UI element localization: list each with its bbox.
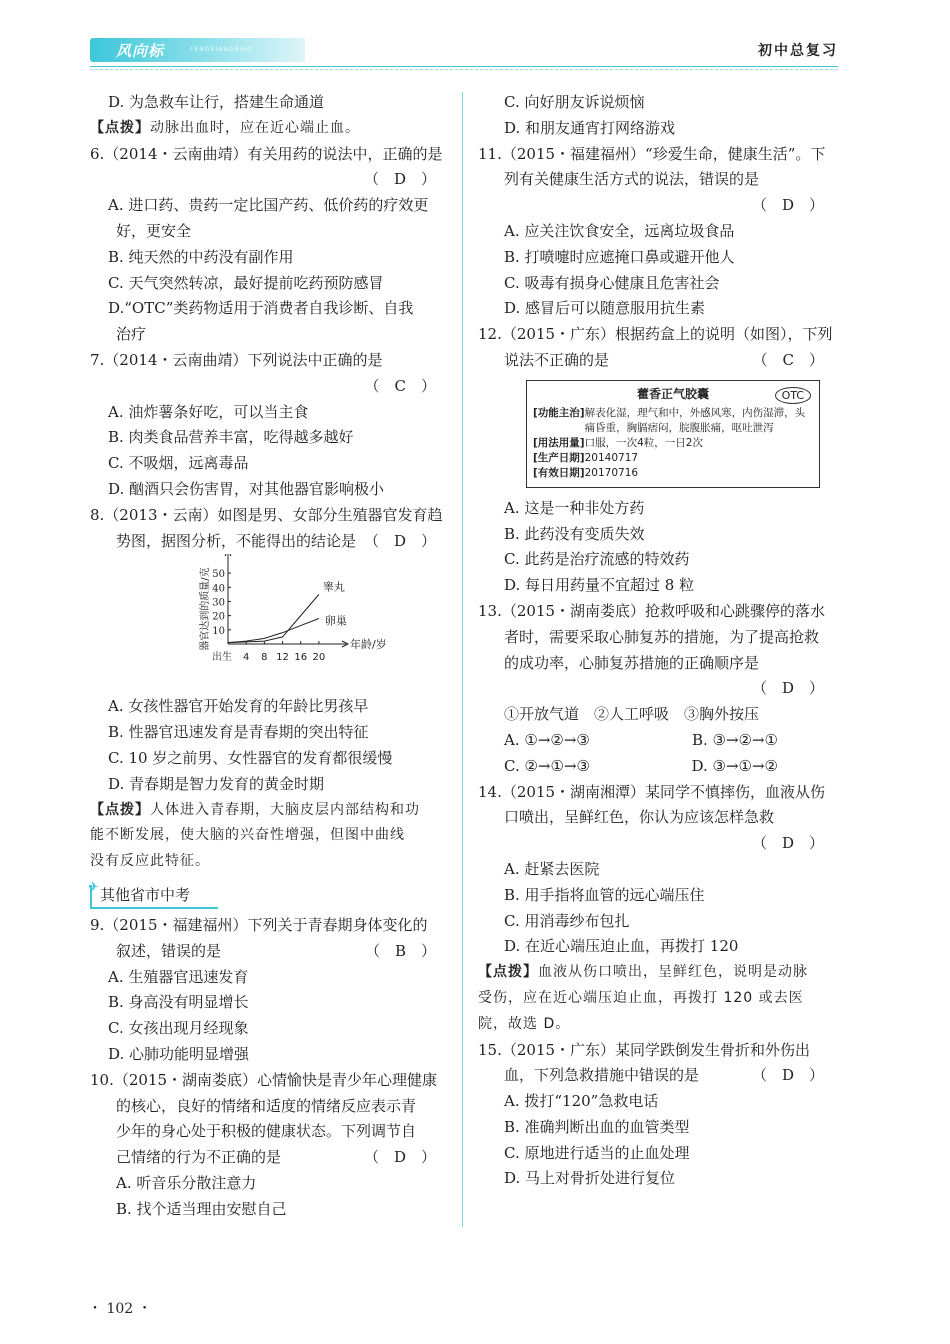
answer: （ D ） (363, 170, 436, 189)
option-text: B. ③→②→① (691, 730, 778, 749)
tip-text: 动脉出血时，应在近心端止血。 (150, 119, 360, 136)
option-row (478, 754, 778, 780)
y-tick-label: 50 (212, 569, 225, 581)
drug-info-row (533, 406, 813, 436)
option-text: C. 女孩出现月经现象 (108, 1019, 249, 1038)
question-text: 势图，据图分析，不能得出的结论是 (116, 531, 357, 550)
question-text: 的成功率，心肺复苏措施的正确顺序是 (504, 653, 760, 672)
answer: （ D ） (751, 196, 824, 215)
page-number: ・ 102 ・ (88, 1301, 152, 1317)
option-text: B. 用手指将血管的远心端压住 (504, 885, 705, 904)
tip-text: 院，故选 D。 (478, 1015, 571, 1032)
answer: （ D ） (751, 679, 824, 698)
tip-text: 血液从伤口喷出，呈鲜红色，说明是动脉 (538, 964, 808, 981)
drug-label-box (526, 380, 820, 488)
right-column (478, 90, 838, 1192)
question-line (90, 939, 450, 965)
y-tick-label: 10 (212, 626, 225, 638)
option-text: D. 每日用药量不宜超过 8 粒 (504, 576, 695, 595)
option-text: 治疗 (116, 325, 147, 344)
tip-key: 【点拨】 (478, 964, 538, 981)
option-text: D. 心肺功能明显增强 (108, 1044, 250, 1063)
option-row (478, 728, 778, 754)
option-text: A. 听音乐分散注意力 (116, 1173, 257, 1192)
tip-text: 没有反应此特征。 (90, 853, 210, 870)
drug-info-value: 解表化湿，理气和中，外感风寒，内伤湿滞，头痛昏重，胸膈痞闷，脘腹胀痛，呕吐泄泻 (584, 406, 806, 434)
question-line (90, 1145, 450, 1171)
option-text: D. 感冒后可以随意服用抗生素 (504, 299, 706, 318)
option-text: C. 原地进行适当的止血处理 (504, 1143, 690, 1162)
option-text: A. 女孩性器官开始发育的年龄比男孩早 (108, 697, 369, 716)
section-heading (90, 881, 450, 909)
option-text: A. ①→②→③ (504, 730, 590, 749)
question-line (478, 1063, 838, 1089)
drug-info-row (533, 466, 813, 481)
question-text: 列有关健康生活方式的说法，错误的是 (504, 170, 760, 189)
drug-info-value: 20140717 (584, 451, 639, 464)
x-tick-label: 16 (294, 652, 308, 664)
question-15: 15.（2015・广东）某同学跌倒发生骨折和外伤出 (478, 1040, 811, 1059)
option-text: D. 马上对骨折处进行复位 (504, 1169, 676, 1188)
tip-key: 【点拨】 (90, 119, 150, 136)
drug-info-row (533, 436, 813, 451)
option-text: A. 生殖器官迅速发育 (108, 967, 249, 986)
option-text: D. 青春期是智力发育的黄金时期 (108, 774, 325, 793)
question-text: 者时，需要采取心肺复苏的措施，为了提高抢救 (504, 627, 820, 646)
answer: （ D ） (751, 1066, 824, 1085)
page-header (90, 38, 838, 64)
option-text: B. 准确判断出血的血管类型 (504, 1117, 690, 1136)
series-label: 睾丸 (322, 580, 345, 594)
tip (478, 960, 838, 986)
column-divider (462, 92, 463, 1227)
question-14: 14.（2015・湖南湘潭）某同学不慎摔伤，血液从伤 (478, 782, 826, 801)
growth-chart-svg (90, 554, 450, 694)
option-text: B. 性器官迅速发育是青春期的突出特征 (108, 723, 369, 742)
logo-text: 风向标 (116, 42, 165, 60)
bird-icon: ✈ (88, 879, 99, 895)
option-text: A. 油炸薯条好吃，可以当主食 (108, 402, 309, 421)
option-text: D. 在近心端压迫止血，再拨打 120 (504, 937, 739, 956)
question-12: 12.（2015・广东）根据药盒上的说明（如图），下列 (478, 325, 833, 344)
growth-chart (90, 554, 450, 694)
y-tick-label: 20 (212, 611, 225, 623)
x-tick-label: 20 (312, 652, 326, 664)
answer: （ D ） (363, 1148, 436, 1167)
left-column (90, 90, 450, 1222)
question-text: 口喷出，呈鲜红色，你认为应该怎样急救 (504, 808, 775, 827)
option-text: B. 肉类食品营养丰富，吃得越多越好 (108, 428, 354, 447)
option-text: D.“OTC”类药物适用于消费者自我诊断、自我 (108, 299, 414, 318)
brand-logo (90, 38, 305, 62)
x-tick-label: 出生 (212, 652, 232, 664)
option-text: C. 10 岁之前男、女性器官的发育都很缓慢 (108, 748, 393, 767)
question-10: 10.（2015・湖南娄底）心情愉快是青少年心理健康 (90, 1070, 438, 1089)
question-13: 13.（2015・湖南娄底）抢救呼吸和心跳骤停的落水 (478, 601, 826, 620)
otc-badge: OTC (775, 387, 811, 404)
option-text: A. 拨打“120”急救电话 (504, 1092, 659, 1111)
series-label: 卵巢 (324, 614, 347, 628)
header-title: 初中总复习 (758, 43, 838, 59)
question-11: 11.（2015・福建福州）“珍爱生命，健康生活”。下 (478, 144, 826, 163)
option-text: D. 酗酒只会伤害胃，对其他器官影响极小 (108, 479, 385, 498)
question-7: 7.（2014・云南曲靖）下列说法中正确的是 (90, 350, 383, 369)
x-tick-label: 8 (261, 652, 268, 664)
x-tick-label: 12 (276, 652, 289, 664)
question-text: 少年的身心处于积极的健康状态。下列调节自 (116, 1122, 417, 1141)
answer: （ D ） (751, 834, 824, 853)
drug-info-value: 口服，一次4粒，一日2次 (584, 436, 703, 449)
section-title: 其他省市中考 (100, 885, 191, 904)
tip (90, 798, 450, 824)
question-6: 6.（2014・云南曲靖）有关用药的说法中，正确的是 (90, 144, 443, 163)
logo-subtext: FENGXIANGBIAO (190, 46, 254, 53)
option-text: 好，更安全 (116, 221, 192, 240)
y-tick-label: 30 (212, 597, 225, 609)
question-line (478, 348, 838, 374)
answer: （ C ） (752, 350, 824, 369)
question-8: 8.（2013・云南）如图是男、女部分生殖器官发育趋 (90, 505, 443, 524)
tip-text: 能不断发展，使大脑的兴奋性增强，但图中曲线 (90, 827, 405, 844)
drug-info-row (533, 451, 813, 466)
option-text: C. ②→①→③ (504, 756, 590, 775)
drug-info-key: [有效日期] (533, 466, 585, 479)
y-axis-label: 器官达到的质量/克 (200, 567, 211, 652)
x-tick-label: 4 (242, 652, 250, 664)
option-text: C. 吸毒有损身心健康且危害社会 (504, 273, 720, 292)
option-text: A. 这是一种非处方药 (504, 498, 645, 517)
y-tick-label: 40 (212, 583, 225, 595)
tip (90, 116, 450, 142)
tip-key: 【点拨】 (90, 801, 150, 818)
question-text: 血，下列急救措施中错误的是 (504, 1066, 700, 1085)
x-axis-label: 年龄/岁 (350, 638, 387, 652)
option-text: C. 向好朋友诉说烦恼 (504, 93, 645, 111)
option-text: C. 用消毒纱布包扎 (504, 911, 630, 930)
answer: （ C ） (364, 376, 436, 395)
header-rule (90, 66, 838, 67)
question-text: 叙述，错误的是 (116, 941, 222, 960)
drug-info-key: [生产日期] (533, 451, 585, 464)
question-text: 己情绪的行为不正确的是 (116, 1148, 282, 1167)
option-text: C. 此药是治疗流感的特效药 (504, 550, 690, 569)
drug-info-value: 20170716 (584, 466, 639, 479)
header-rule-dashed (90, 69, 838, 70)
tip-text: 人体进入青春期，大脑皮层内部结构和功 (150, 801, 420, 818)
option-text: B. 找个适当理由安慰自己 (116, 1199, 287, 1218)
option-text: A. 赶紧去医院 (504, 859, 600, 878)
drug-title: 藿香正气胶囊 (636, 386, 709, 401)
question-text: ①开放气道 ②人工呼吸 ③胸外按压 (504, 705, 760, 724)
option-text: C. 不吸烟，远离毒品 (108, 454, 249, 473)
question-line (90, 529, 450, 555)
answer: （ B ） (364, 941, 436, 960)
question-9: 9.（2015・福建福州）下列关于青春期身体变化的 (90, 915, 428, 934)
option-text: C. 天气突然转凉，最好提前吃药预防感冒 (108, 273, 384, 292)
option-text: B. 纯天然的中药没有副作用 (108, 247, 294, 266)
option-text: A. 应关注饮食安全，远离垃圾食品 (504, 221, 735, 240)
drug-info-key: [用法用量] (533, 436, 585, 449)
question-text: 的核心，良好的情绪和适度的情绪反应表示青 (116, 1096, 417, 1115)
answer: （ D ） (363, 531, 436, 550)
drug-info-key: [功能主治] (533, 406, 585, 419)
option-text: B. 身高没有明显增长 (108, 993, 249, 1012)
option-text: D. ③→①→② (691, 756, 778, 775)
option-text: D. 为急救车让行，搭建生命通道 (108, 93, 325, 111)
question-text: 说法不正确的是 (504, 350, 610, 369)
option-text: D. 和朋友通宵打网络游戏 (504, 118, 676, 137)
tip-text: 受伤，应在近心端压迫止血，再拨打 120 或去医 (478, 989, 804, 1006)
option-text: B. 此药没有变质失效 (504, 524, 645, 543)
option-text: B. 打喷嚏时应遮掩口鼻或避开他人 (504, 247, 735, 266)
option-text: A. 进口药、贵药一定比国产药、低价药的疗效更 (108, 196, 429, 215)
